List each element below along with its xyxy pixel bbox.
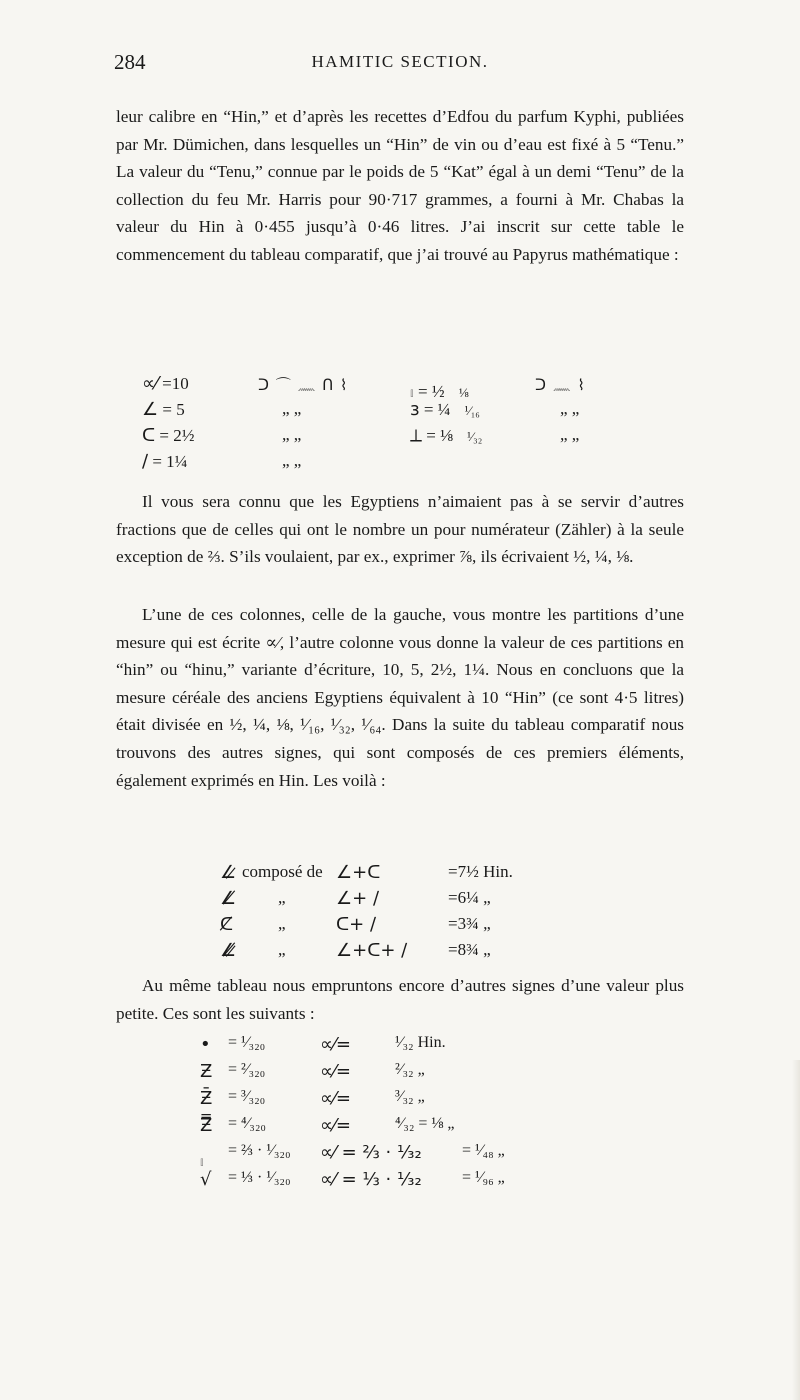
small-left-value: = ⅓ · ¹⁄₃₂₀: [228, 1169, 291, 1186]
measure-sign: ⟂: [410, 425, 423, 446]
small-left-value: = ³⁄₃₂₀: [228, 1088, 266, 1105]
table1-left-row-1: [142, 399, 185, 420]
small-mid-value: ∝⁄=: [320, 1115, 351, 1136]
measure-sign: ∠: [142, 399, 159, 420]
table1-left-row-1-unit: „ „: [282, 399, 302, 418]
small-mid-value: ∝⁄=: [320, 1088, 351, 1109]
paragraph-1: [116, 103, 684, 269]
paragraph-3: [116, 601, 684, 794]
row-value: = 1¼: [152, 452, 188, 471]
composed-formula: ∠+ ∕: [336, 888, 380, 909]
paragraph-4: [116, 972, 684, 1027]
small-mid-value: ∝⁄=: [320, 1061, 351, 1082]
small-right-value: = ¹⁄₉₆ „: [462, 1169, 505, 1186]
table1-left-row-2: [142, 425, 194, 446]
composed-word: „: [278, 888, 286, 907]
paragraph-2-text: Il vous sera connu que les Egyptiens n’aimaient pas à se servir d’autres fractions que de celles qui ont le nombre un pour numérateur (Zähler) à la seule exception de ⅔. S’ils voulaient, par ex., exprimer ⅞, ils écrivaient ½, ¼, ⅛.: [116, 492, 684, 567]
composed-word: „: [278, 940, 286, 959]
paragraph-3-text: L’une de ces colonnes, celle de la gauche, vous montre les partitions d’une mesure qui est écrite ∝⁄, l’autre colonne vous donne la valeur de ces partitions en “hin” ou “hinu,” variante d’écriture, 10, 5, 2½, 1¼. Nous en concluons que la mesure céréale des anciens Egyptiens équivalent à 10 “Hin” (ce sont 4·5 litres) était divisée en ½, ¼, ⅛, ¹⁄₁₆, ¹⁄₃₂, ¹⁄₆₄. Dans la suite du tableau comparatif nous trouvons des autres signes, qui sont composés de ces premiers éléments, également exprimés en Hin. Les voilà :: [116, 605, 684, 790]
composed-result: =8¾ „: [448, 940, 491, 959]
composed-word: „: [278, 914, 286, 933]
table1-right-row-0-unit: ᑐ 𓈖 ⌇: [535, 376, 586, 394]
row-fraction: ¹⁄₃₂: [467, 429, 483, 444]
table1-left-row-3-unit: „ „: [282, 451, 302, 470]
small-right-value: ²⁄₃₂ „: [395, 1061, 425, 1078]
small-mid-value: ∝⁄=: [320, 1034, 351, 1055]
row-value: = 5: [162, 400, 185, 419]
small-left-value: = ²⁄₃₂₀: [228, 1061, 266, 1078]
measure-sign: ∕: [142, 451, 149, 472]
small-left-value: = ⅔ · ¹⁄₃₂₀: [228, 1142, 291, 1159]
table1-right-row-1: [410, 399, 480, 420]
small-right-value: ⁴⁄₃₂ = ⅛ „: [395, 1115, 455, 1132]
composed-formula: ∠+ᑕ+ ∕: [336, 940, 408, 961]
row-value: = ⅛: [426, 426, 453, 445]
composed-result: =3¾ „: [448, 914, 491, 933]
table1-right-row-2-unit: „ „: [560, 425, 580, 444]
paragraph-4-text: Au même tableau nous empruntons encore d’autres signes d’une valeur plus petite. Ces sont les suivants :: [116, 976, 684, 1023]
table1-left-row-0-unit: ᑐ ⌒ 𓈖 ᑎ ⌇: [258, 376, 349, 394]
measure-sign: ᑕ: [142, 425, 156, 446]
composed-formula: ᑕ+ ∕: [336, 914, 377, 935]
small-right-value: ¹⁄₃₂ Hin.: [395, 1034, 446, 1051]
small-sign: √: [200, 1169, 212, 1190]
composed-result: =6¼ „: [448, 888, 491, 907]
row-value: = ½: [418, 382, 445, 401]
measure-sign: ∝⁄: [142, 373, 158, 394]
small-sign: •: [200, 1034, 211, 1055]
small-left-value: = ⁴⁄₃₂₀: [228, 1115, 267, 1132]
small-right-value: ³⁄₃₂ „: [395, 1088, 425, 1105]
composed-result: =7½ Hin.: [448, 862, 513, 881]
composed-word: composé de: [242, 862, 323, 881]
table1-right-row-2: [410, 425, 482, 446]
small-sign: Ƶ̿: [200, 1115, 213, 1136]
composed-formula: ∠+ᑕ: [336, 862, 381, 883]
small-left-value: = ¹⁄₃₂₀: [228, 1034, 266, 1051]
paragraph-1-text: leur calibre en “Hin,” et d’après les recettes d’Edfou du parfum Kyphi, publiées par Mr. Dümichen, dans lesquelles un “Hin” de vin ou d’eau est fixé à 5 “Tenu.” La valeur du “Tenu,” connue par le poids de 5 “Kat” égal à un demi “Tenu” de la collection du feu Mr. Harris pour 90·717 grammes, a fourni à Mr. Chabas la valeur du Hin à 0·455 jusqu’à 0·46 litres. J’ai inscrit sur cette table le commencement du tableau comparatif, que j’ai trouvé au Papyrus mathématique :: [116, 107, 684, 264]
composed-sign: ∠̸: [220, 888, 237, 909]
small-right-value: = ¹⁄₄₈ „: [462, 1142, 505, 1159]
table1-left-row-2-unit: „ „: [282, 425, 302, 444]
running-head: HAMITIC SECTION.: [311, 52, 489, 71]
small-sign: Ƶ̄: [200, 1088, 213, 1109]
composed-sign: ∠̷: [220, 862, 237, 883]
page-number: 284: [114, 50, 146, 74]
row-value: = 2½: [159, 426, 195, 445]
table1-left-row-0: [142, 373, 189, 394]
row-fraction: ¹⁄₁₆: [464, 403, 480, 418]
row-value: = ¼: [423, 400, 451, 419]
row-value: =10: [162, 374, 189, 393]
small-sign: Ƶ: [200, 1061, 213, 1082]
small-mid-value: ∝⁄ = ⅔ · ¹⁄₃₂: [320, 1142, 422, 1163]
page-edge-shadow: [792, 1060, 800, 1400]
small-sign: 𓏤: [200, 1150, 204, 1171]
row-fraction: ⅛: [458, 385, 469, 400]
composed-sign: ᑕ̸: [220, 914, 234, 935]
table1-right-row-1-unit: „ „: [560, 399, 580, 418]
measure-sign: 𓏤: [410, 381, 414, 402]
table1-left-row-3: [142, 451, 187, 472]
small-mid-value: ∝⁄ = ⅓ · ¹⁄₃₂: [320, 1169, 422, 1190]
measure-sign: ɜ: [410, 399, 420, 420]
composed-sign: ∠̸̷: [220, 940, 237, 961]
paragraph-2: [116, 488, 684, 571]
